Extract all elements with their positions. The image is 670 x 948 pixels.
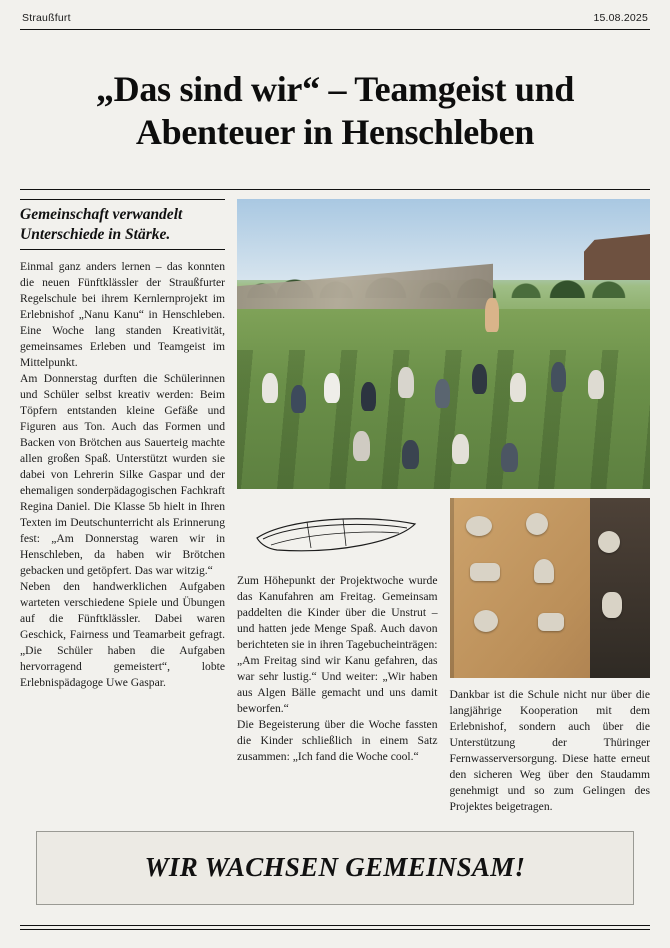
photo-person-standing	[485, 298, 499, 332]
clay-figure	[538, 613, 564, 631]
photo-person	[291, 385, 306, 413]
article-body	[18, 190, 652, 815]
column-middle	[237, 498, 438, 815]
footer-divider-top	[20, 925, 650, 926]
article-subhead: Gemeinschaft verwandelt Unterschiede in Stärke.	[20, 199, 225, 250]
clay-figure	[598, 531, 620, 553]
photo-person	[435, 379, 450, 408]
photo-person	[262, 373, 278, 403]
masthead-location: Straußfurt	[22, 12, 71, 24]
photo-shadows	[237, 350, 650, 489]
paragraph: Die Begeisterung über die Woche fassten die Kinder schließlich in einem Satz zusammen: „Ich fand die Woche cool.“	[237, 718, 438, 763]
photo-person	[361, 382, 376, 411]
photo-group-meadow	[237, 199, 650, 489]
column-left	[20, 199, 225, 815]
column-far-right	[450, 498, 651, 815]
lower-columns	[237, 498, 650, 815]
clay-figure	[602, 592, 622, 618]
page-title: „Das sind wir“ – Teamgeist und Abenteuer in Henschleben	[95, 69, 575, 152]
clay-figure	[526, 513, 548, 535]
clay-figure	[470, 563, 500, 581]
photo-person	[510, 373, 526, 402]
paragraph: Zum Höhepunkt der Projektwoche wurde das Kanufahren am Freitag. Gemeinsam paddelten die Kinder über die Unstrut – und hatten jede Menge Spaß. Auch davon berichteten sie in ihren Tagebucheinträgen: „Am Freitag sind wir Kanu gefahren, das war sehr lustig.“ Und weiter: „Wir haben aus Algen Bälle gemacht und uns damit beworfen.“	[237, 574, 438, 716]
photo-person	[472, 364, 487, 394]
photo-person	[501, 443, 518, 472]
masthead-date: 15.08.2025	[593, 12, 648, 24]
column-right	[237, 199, 650, 815]
paragraph: Neben den handwerklichen Aufgaben warteten verschiedene Spiele und Übungen auf die Fünftklässler. Dabei waren Geschick, Fairness und Teamarbeit gefragt. „Die Schüler haben die Aufgaben hervorragend gemeistert“, lobte Erlebnispädagoge Uwe Gaspar.	[20, 579, 225, 689]
clay-figure	[466, 516, 492, 536]
photo-clay-figures	[450, 498, 651, 678]
paragraph: Am Donnerstag durften die Schülerinnen und Schüler selbst kreativ werden: Beim Töpfern entstanden kleine Gefäße und Figuren aus Ton. Auch das Formen und Backen von Brötchen aus Sauerteig machte allen großen Spaß. Unterstützt wurden sie dabei von Lehrerin Silke Gaspar und der ehemaligen sonderpädagogischen Fachkraft Regina Daniel. Die Klasse 5b hielt in Ihren Texten im Deutschunterricht als Erinnerung fest: „Am Donnerstag waren wir in Henschleben, da haben wir Brötchen gebacken und getöpfert. Das war witzig.“	[20, 371, 225, 577]
photo-person	[398, 367, 414, 398]
canoe-illustration	[237, 508, 438, 565]
photo-person	[588, 370, 604, 399]
closing-banner	[36, 831, 634, 905]
clay-figure	[534, 559, 554, 583]
banner-text: WIR WACHSEN GEMEINSAM!	[144, 852, 526, 883]
masthead-divider	[20, 29, 650, 30]
paragraph: Einmal ganz anders lernen – das konnten die neuen Fünftklässler der Straußfurter Regelschule bei ihrem Kernlernprojekt im Erlebnishof „Nanu Kanu“ in Henschleben. Eine Woche lang standen Kreativität, gemeinsames Erleben und Teamgeist im Mittelpunkt.	[20, 259, 225, 369]
footer-divider-bottom	[20, 929, 650, 930]
photo-person	[551, 362, 566, 392]
photo-person	[324, 373, 340, 403]
photo-dark-background	[590, 498, 650, 678]
photo-person	[402, 440, 419, 469]
photo-person	[353, 431, 370, 461]
photo-person	[452, 434, 469, 464]
clay-figure	[474, 610, 498, 632]
paragraph: Dankbar ist die Schule nicht nur über die langjährige Kooperation mit dem Erlebnishof, sondern auch über die Unterstützung der Thüringer Fernwasserversorgung. Diese hatte erneut den sicheren Weg über den Staudamm genehmigt und so zum Gelingen des Projektes beigetragen.	[449, 688, 650, 814]
masthead	[18, 0, 652, 29]
